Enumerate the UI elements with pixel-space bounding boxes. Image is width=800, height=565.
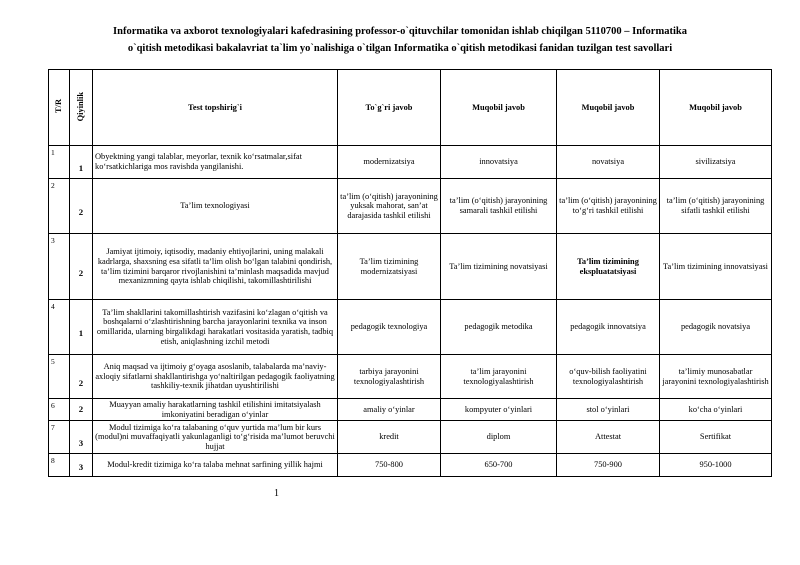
table-row [49, 355, 772, 399]
row-alt3: Sertifikat [660, 421, 772, 454]
row-alt2: novatsiya [557, 146, 660, 179]
row-correct: kredit [338, 421, 441, 454]
row-num: 8 [49, 454, 70, 477]
row-alt3: ko‘cha o‘yinlari [660, 399, 772, 421]
table-row [49, 146, 772, 179]
row-alt1: diplom [441, 421, 557, 454]
row-level: 3 [70, 421, 93, 454]
row-alt1: 650-700 [441, 454, 557, 477]
row-alt3: sivilizatsiya [660, 146, 772, 179]
row-alt1: pedagogik metodika [441, 300, 557, 355]
table-row [49, 421, 772, 454]
row-task: Ta’lim shakllarini takomillashtirish vazifasini ko‘zlagan o‘qitish va boshqalarni o‘zlashtirishning barcha jarayonlarini texnika va inson omillarida, ularning birgalikdagi harakatlari vositasida yaratish, tadbiq etish, aniqlashning izchil metodi [93, 300, 338, 355]
row-num: 7 [49, 421, 70, 454]
row-num: 1 [49, 146, 70, 179]
row-num: 3 [49, 234, 70, 300]
table-row [49, 179, 772, 234]
document-title [40, 23, 760, 57]
row-task: Modul-kredit tizimiga ko‘ra talaba mehnat sarfining yillik hajmi [93, 454, 338, 477]
row-alt3: pedagogik novatsiya [660, 300, 772, 355]
row-alt3: Ta’lim tizimining innovatsiyasi [660, 234, 772, 300]
header-alt1: Muqobil javob [441, 70, 557, 146]
row-alt3: ta’limiy munosabatlar jarayonini texnologiyalashtirish [660, 355, 772, 399]
row-correct: pedagogik texnologiya [338, 300, 441, 355]
header-alt2: Muqobil javob [557, 70, 660, 146]
row-alt3: 950-1000 [660, 454, 772, 477]
row-task: Modul tizimiga ko‘ra talabaning o‘quv yurtida ma’lum bir kurs (modul)ni muvaffaqiyatli yakunlaganligi to‘g‘risida ma’lumot beruvchi hujjat [93, 421, 338, 454]
row-alt1: ta’lim (o‘qitish) jarayonining samarali tashkil etilishi [441, 179, 557, 234]
table-row [49, 399, 772, 421]
table-row [49, 300, 772, 355]
header-task: Test topshirig`i [93, 70, 338, 146]
header-row [49, 70, 772, 146]
row-correct: modernizatsiya [338, 146, 441, 179]
row-alt1: kompyuter o‘yinlari [441, 399, 557, 421]
row-alt2: ta’lim (o‘qitish) jarayonining to‘g‘ri tashkil etilishi [557, 179, 660, 234]
test-questions-table [48, 69, 772, 477]
title-line-2: o`qitish metodikasi bakalavriat ta`lim yo`nalishiga o`tilgan Informatika o`qitish metodikasi fanidan tuzilgan test savollari [127, 43, 673, 54]
header-level: Qiyinlik [70, 70, 93, 146]
row-level: 1 [70, 146, 93, 179]
row-alt3: ta’lim (o‘qitish) jarayonining sifatli tashkil etilishi [660, 179, 772, 234]
row-alt2: 750-900 [557, 454, 660, 477]
row-correct: 750-800 [338, 454, 441, 477]
row-correct: Ta’lim tizimining modernizatsiyasi [338, 234, 441, 300]
row-correct: ta’lim (o‘qitish) jarayonining yuksak mahorat, san’at darajasida tashkil etilishi [338, 179, 441, 234]
row-task: Muayyan amaliy harakatlarning tashkil etilishini imitatsiyalash imkoniyatini beradigan o‘yinlar [93, 399, 338, 421]
row-num: 6 [49, 399, 70, 421]
row-task: Ta’lim texnologiyasi [93, 179, 338, 234]
row-alt2: Ta’lim tizimining ekspluatatsiyasi [557, 234, 660, 300]
row-level: 2 [70, 179, 93, 234]
page-number: 1 [274, 488, 279, 499]
header-alt3: Muqobil javob [660, 70, 772, 146]
row-num: 2 [49, 179, 70, 234]
row-correct: tarbiya jarayonini texnologiyalashtirish [338, 355, 441, 399]
header-num: T/R [49, 70, 70, 146]
row-alt1: ta’lim jarayonini texnologiyalashtirish [441, 355, 557, 399]
row-alt2: Attestat [557, 421, 660, 454]
table-row [49, 234, 772, 300]
row-num: 4 [49, 300, 70, 355]
table-row [49, 454, 772, 477]
row-level: 2 [70, 399, 93, 421]
row-task: Obyektning yangi talablar, meyorlar, texnik ko‘rsatmalar,sifat ko‘rsatkichlariga mos ravishda yangilanishi. [93, 146, 338, 179]
row-alt2: o‘quv-bilish faoliyatini texnologiyalashtirish [557, 355, 660, 399]
row-task: Aniq maqsad va ijtimoiy g‘oyaga asoslanib, talabalarda ma’naviy-axloqiy sifatlarni shakllantirishga yo‘naltirilgan pedagogik faoliyatning tashkiliy-texnik jihatdan uyushtirilishi [93, 355, 338, 399]
row-alt1: Ta’lim tizimining novatsiyasi [441, 234, 557, 300]
row-alt2: stol o‘yinlari [557, 399, 660, 421]
title-line-1: Informatika va axborot texnologiyalari kafedrasining professor-o`qituvchilar tomonidan ishlab chiqilgan 5110700 – Informatika [113, 26, 687, 37]
row-level: 2 [70, 355, 93, 399]
row-correct: amaliy o‘yinlar [338, 399, 441, 421]
row-level: 3 [70, 454, 93, 477]
header-correct: To`g`ri javob [338, 70, 441, 146]
row-alt1: innovatsiya [441, 146, 557, 179]
row-num: 5 [49, 355, 70, 399]
row-level: 2 [70, 234, 93, 300]
row-alt2: pedagogik innovatsiya [557, 300, 660, 355]
row-task: Jamiyat ijtimoiy, iqtisodiy, madaniy ehtiyojlarini, uning malakali kadrlarga, shaxsning esa sifatli ta’lim olish bo‘lgan talabini qondirish, ta’lim tizimini barqaror rivojlanishini ta’minlash maqsadida mavjud mexanizmning qayta ishlab chiqilishi, takomillashtirilishi [93, 234, 338, 300]
row-level: 1 [70, 300, 93, 355]
